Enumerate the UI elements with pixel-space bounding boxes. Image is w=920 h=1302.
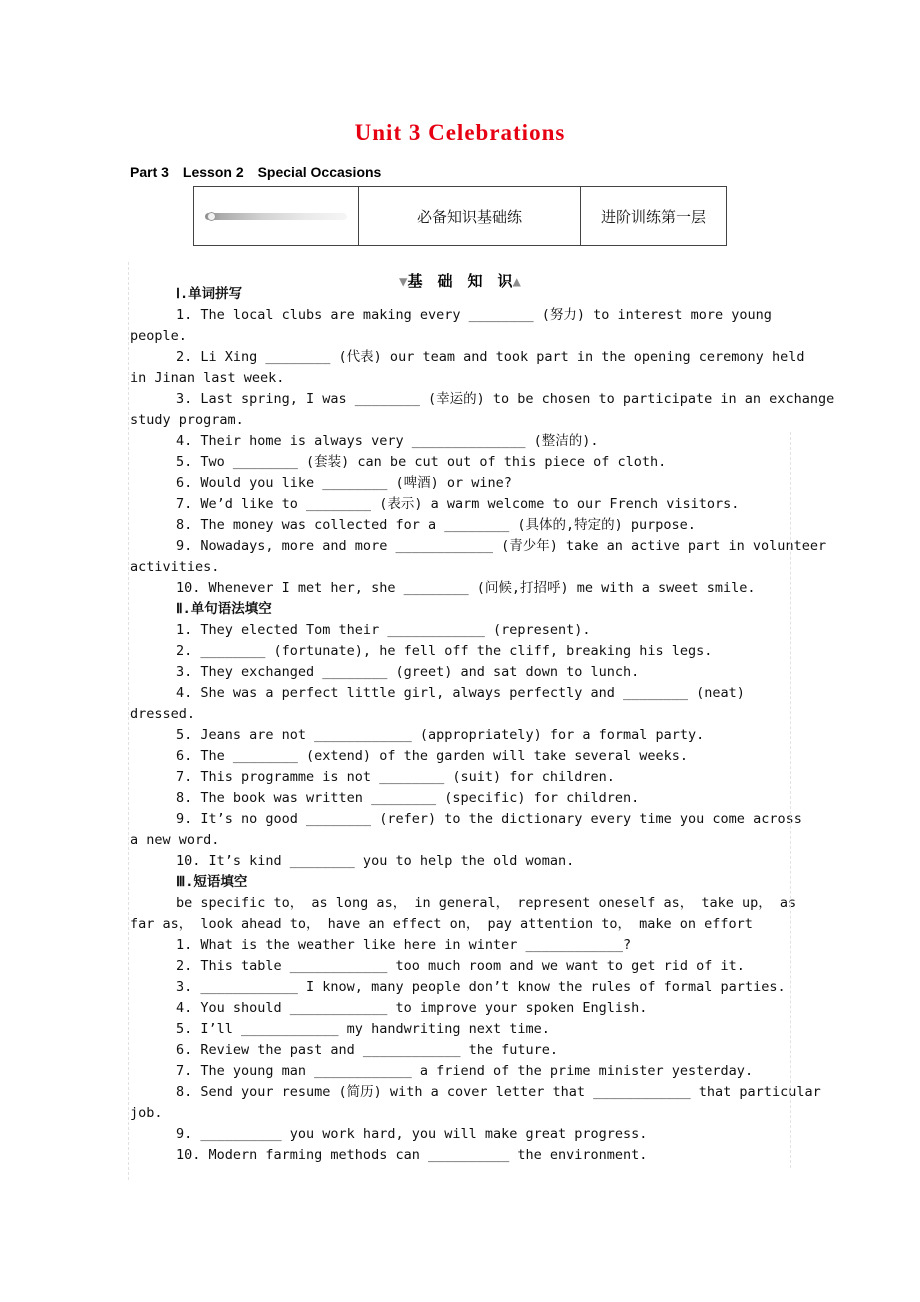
triangle-down-icon: ▼ [399, 274, 408, 290]
text-line: dressed. [130, 706, 196, 722]
text-line: 1. The local clubs are making every ________ (努力) to interest more young [176, 307, 772, 323]
gradient-bar-icon [205, 213, 347, 220]
page-grid-artifact-right [790, 432, 791, 1168]
text-line: 7. We’d like to ________ (表示) a warm welcome to our French visitors. [176, 496, 740, 512]
text-line: 10. It’s kind ________ you to help the old woman. [176, 853, 575, 869]
text-line: study program. [130, 412, 244, 428]
text-line: people. [130, 328, 187, 344]
triangle-up-icon: ▲ [512, 274, 521, 290]
worksheet-body [130, 284, 854, 1166]
text-line: 6. The ________ (extend) of the garden will take several weeks. [176, 748, 689, 764]
text-line: 5. Two ________ (套装) can be cut out of this piece of cloth. [176, 454, 667, 470]
text-line: 7. This programme is not ________ (suit) for children. [176, 769, 615, 785]
text-line: far as， look ahead to， have an effect on， pay attention to， make on effort [130, 916, 753, 932]
text-line: 8. Send your resume (简历) with a cover letter that ____________ that particular [176, 1084, 821, 1100]
text-line: 9. __________ you work hard, you will make great progress. [176, 1126, 648, 1142]
text-line: be specific to， as long as， in general， represent oneself as， take up， as [176, 895, 797, 911]
text-line: 3. They exchanged ________ (greet) and sat down to lunch. [176, 664, 640, 680]
text-line: in Jinan last week. [130, 370, 285, 386]
text-line: 4. She was a perfect little girl, always perfectly and ________ (neat) [176, 685, 745, 701]
text-line: 1. What is the weather like here in winter ____________? [176, 937, 632, 953]
text-line: 2. This table ____________ too much room and we want to get rid of it. [176, 958, 745, 974]
section-band-title: 基 础 知 识 [407, 272, 513, 290]
text-line: 2. ________ (fortunate), he fell off the cliff, breaking his legs. [176, 643, 713, 659]
text-line: a new word. [130, 832, 220, 848]
text-line: 3. ____________ I know, many people don’t know the rules of formal parties. [176, 979, 786, 995]
text-line: activities. [130, 559, 220, 575]
text-line: 6. Would you like ________ (啤酒) or wine? [176, 475, 512, 491]
text-line: 8. The book was written ________ (specific) for children. [176, 790, 640, 806]
header-cell-advanced-training: 进阶训练第一层 [581, 187, 727, 246]
header-cell-basic-practice: 必备知识基础练 [359, 187, 581, 246]
text-line: 1. They elected Tom their ____________ (represent). [176, 622, 591, 638]
lesson-subtitle: Part 3 Lesson 2 Special Occasions [130, 164, 382, 180]
text-line: job. [130, 1105, 163, 1121]
text-line: 4. You should ____________ to improve your spoken English. [176, 1000, 648, 1016]
text-line: 5. I’ll ____________ my handwriting next time. [176, 1021, 550, 1037]
section-heading: Ⅰ.单词拼写 [176, 286, 243, 302]
text-line: 10. Modern farming methods can __________ the environment. [176, 1147, 648, 1163]
text-line: 8. The money was collected for a ________ (具体的,特定的) purpose. [176, 517, 696, 533]
text-line: 9. Nowadays, more and more ____________ (青少年) take an active part in volunteer [176, 538, 827, 554]
text-line: 10. Whenever I met her, she ________ (问候,打招呼) me with a sweet smile. [176, 580, 756, 596]
header-table [193, 186, 727, 246]
text-line: 3. Last spring, I was ________ (幸运的) to be chosen to participate in an exchange [176, 391, 835, 407]
header-table-row [194, 187, 727, 246]
decorative-bar-cell [194, 187, 359, 246]
page-grid-artifact-left [128, 262, 129, 1180]
text-line: 5. Jeans are not ____________ (appropriately) for a formal party. [176, 727, 705, 743]
text-line: 9. It’s no good ________ (refer) to the dictionary every time you come across [176, 811, 802, 827]
text-line: 7. The young man ____________ a friend of the prime minister yesterday. [176, 1063, 754, 1079]
text-line: 6. Review the past and ____________ the future. [176, 1042, 559, 1058]
section-heading: Ⅱ.单句语法填空 [176, 601, 272, 617]
page-title: Unit 3 Celebrations [354, 120, 566, 145]
text-line: 2. Li Xing ________ (代表) our team and took part in the opening ceremony held [176, 349, 805, 365]
section-heading: Ⅲ.短语填空 [176, 874, 248, 890]
text-line: 4. Their home is always very ______________ (整洁的). [176, 433, 599, 449]
